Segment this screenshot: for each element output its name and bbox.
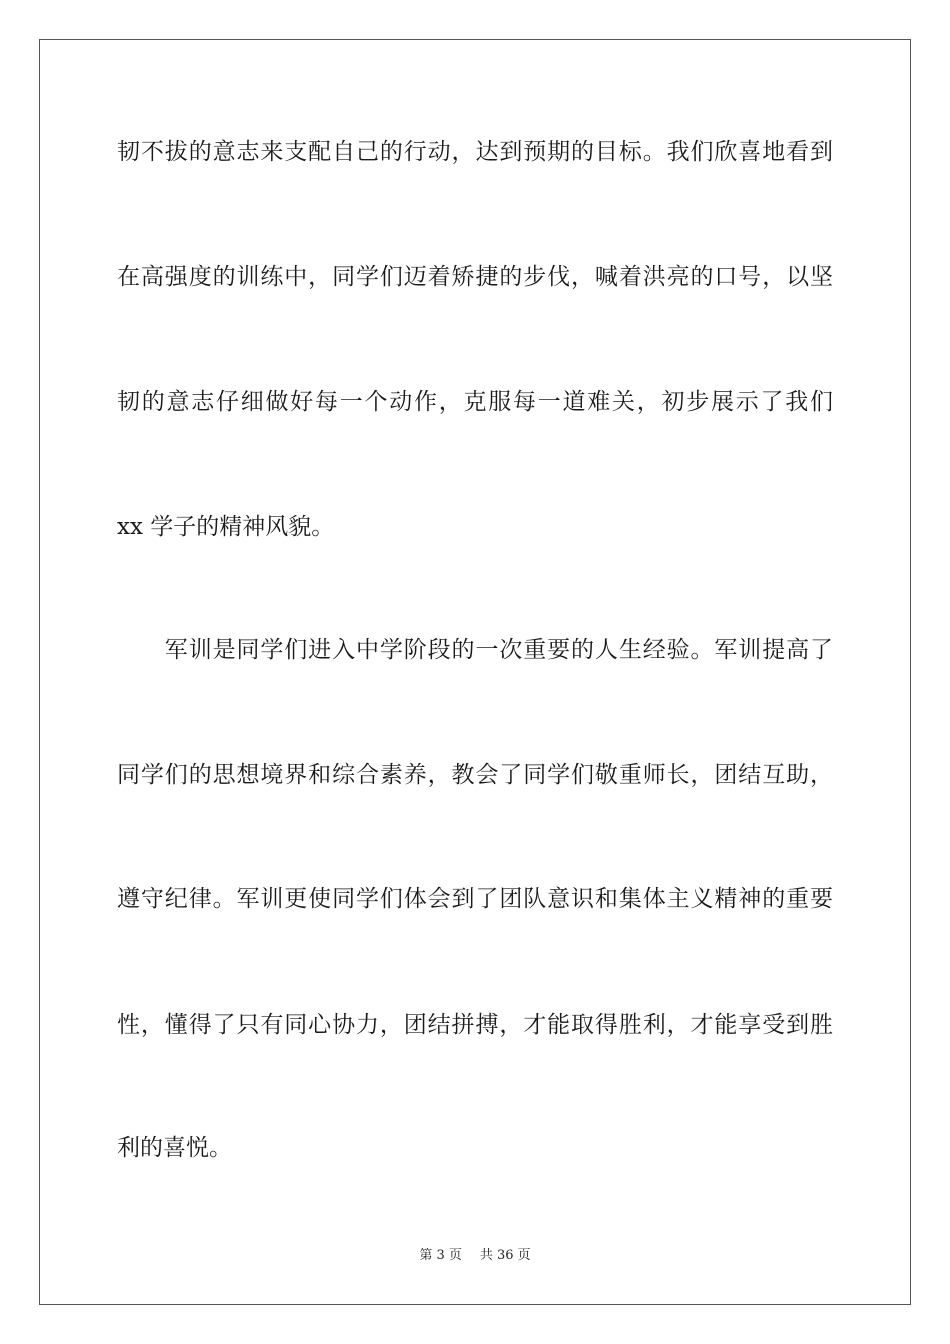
page-footer [0,1247,950,1265]
body-text-line: 韧不拔的意志来支配自己的行动，达到预期的目标。我们欣喜地看到 [117,139,833,165]
body-text-line: 性，懂得了只有同心协力，团结拼搏，才能取得胜利，才能享受到胜 [117,1012,833,1038]
page-number: 第 3 页 [419,1248,462,1263]
page-total: 共 36 页 [479,1248,531,1263]
body-text-line: 利的喜悦。 [117,1135,232,1161]
body-text-line: 在高强度的训练中，同学们迈着矫捷的步伐，喊着洪亮的口号，以坚 [117,264,833,290]
body-text-line: 韧的意志仔细做好每一个动作，克服每一道难关，初步展示了我们 [117,389,833,415]
body-text-line: 遵守纪律。军训更使同学们体会到了团队意识和集体主义精神的重要 [117,886,833,912]
page-border [39,39,911,1305]
body-text-line: 同学们的思想境界和综合素养，教会了同学们敬重师长，团结互助， [117,762,833,788]
body-text-line: 军训是同学们进入中学阶段的一次重要的人生经验。军训提高了 [117,637,833,663]
body-text-line: xx 学子的精神风貌。 [117,514,335,540]
